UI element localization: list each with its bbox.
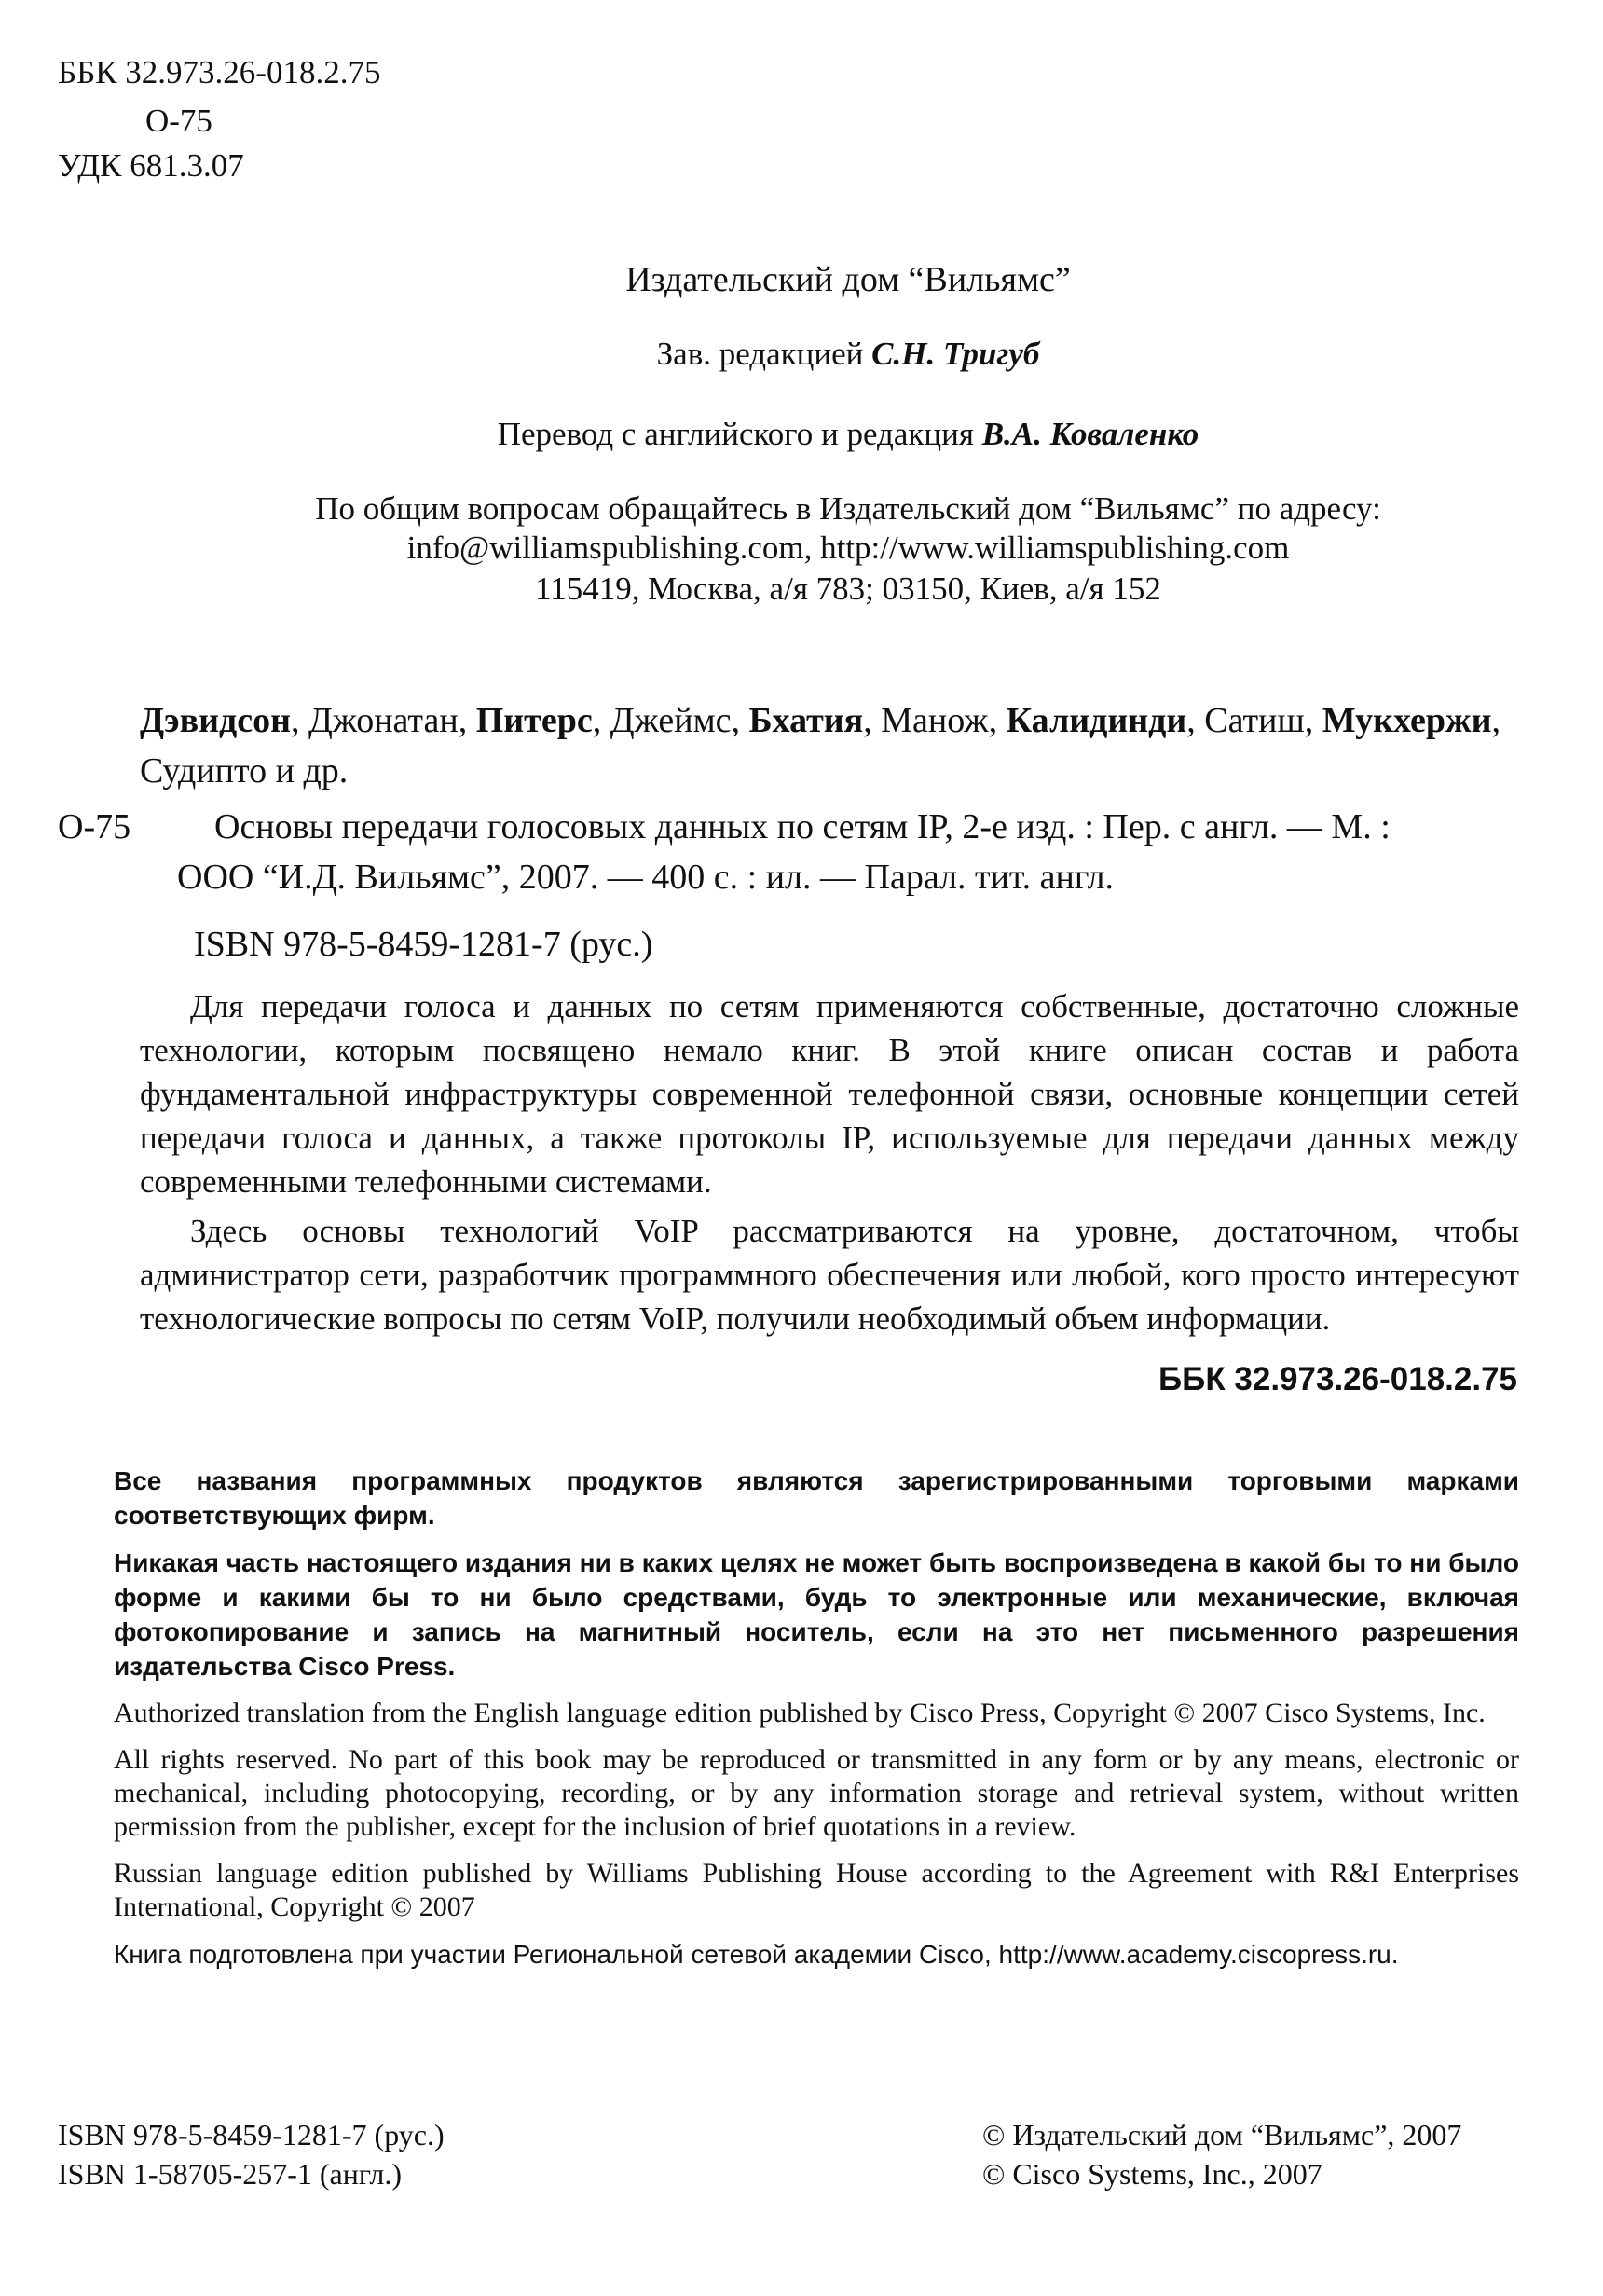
contact-intro: По общим вопросам обращайтесь в Издательский дом “Вильямс” по адресу:: [315, 490, 1381, 527]
bbk-code: ББК 32.973.26-018.2.75: [58, 54, 381, 90]
author-list: Дэвидсон, Джонатан, Питерс, Джеймс, Бхатия, Манож, Калидинди, Сатиш, Мукхержи, Судипто и др.: [140, 701, 1500, 791]
no-reproduction-notice: Никакая часть настоящего издания ни в каких целях не может быть воспроизведена в какой бы то ни было форме и какими бы то ни было средствами, будь то электронные или механические, включая фотокопирование и запись на магнитный носитель, если на это нет письменного разрешения издательства Cisco Press.: [114, 1548, 1519, 1681]
academy-notice: Книга подготовлена при участии Региональной сетевой академии Cisco, http://www.academy.ciscopress.ru.: [114, 1940, 1399, 1969]
translator-name: В.А. Коваленко: [981, 416, 1199, 452]
editor-name: С.Н. Тригуб: [871, 336, 1040, 372]
editor-line: [168, 334, 1528, 375]
author-name: Сатиш: [1204, 701, 1305, 740]
annotation-bbk: ББК 32.973.26-018.2.75: [1158, 1361, 1517, 1397]
author-name: Джеймс: [610, 701, 732, 740]
rights-notice: All rights reserved. No part of this book may be reproduced or transmitted in any form or by any means, electronic or mechanical, including photocopying, recording, or by any information storage and retrieval system, without written permission from the publisher, except for the inclusion of brief quotations in a review.: [114, 1744, 1519, 1842]
annotation-paragraph-1: Для передачи голоса и данных по сетям применяются собственные, достаточно сложные технологии, которым посвящено немало книг. В этой книге описан состав и работа фундаментальной инфраструктуры современной телефонной связи, основные концепции сетей передачи голоса и данных, а также протоколы IP, используемые для передачи данных между современными телефонными системами.: [140, 988, 1519, 1200]
footer-isbn-ru: ISBN 978-5-8459-1281-7 (рус.): [58, 2118, 445, 2152]
editor-label: Зав. редакцией: [656, 336, 872, 372]
catalog-code: О-75: [58, 807, 131, 846]
author-surname: Питерс: [475, 701, 593, 740]
contact-address: 115419, Москва, а/я 783; 03150, Киев, а/я 152: [535, 571, 1161, 607]
translation-label: Перевод с английского и редакция: [497, 416, 982, 452]
catalog-isbn: ISBN 978-5-8459-1281-7 (рус.): [194, 925, 653, 964]
annotation: [140, 984, 1519, 1346]
translation-line: [168, 414, 1528, 455]
catalog-line-1: Основы передачи голосовых данных по сетям IP, 2-е изд. : Пер. с англ. — М. :: [214, 807, 1391, 846]
publisher-name: Издательский дом “Вильямс”: [625, 260, 1071, 299]
legal-notices: [114, 1464, 1519, 1985]
catalog-line-2: ООО “И.Д. Вильямс”, 2007. — 400 с. : ил. — Парал. тит. англ.: [177, 858, 1114, 897]
author-name: Джонатан: [308, 701, 459, 740]
author-name: Манож: [881, 701, 989, 740]
udk-code: УДК 681.3.07: [58, 147, 244, 184]
author-surname: Дэвидсон: [140, 701, 291, 740]
russian-edition-notice: Russian language edition published by Williams Publishing House according to the Agreement with R&I Enterprises International, Copyright © 2007: [114, 1858, 1519, 1922]
author-surname: Мукхержи: [1322, 701, 1492, 740]
annotation-paragraph-2: Здесь основы технологий VoIP рассматриваются на уровне, достаточном, чтобы администратор сети, разработчик программного обеспечения или любой, кого просто интересуют технологические вопросы по сетям VoIP, получили необходимый объем информации.: [140, 1213, 1519, 1337]
contact-web: info@williamspublishing.com, http://www.williamspublishing.com: [406, 529, 1290, 566]
author-surname: Калидинди: [1006, 701, 1187, 740]
author-sign-code: О-75: [145, 103, 212, 139]
author-surname: Бхатия: [748, 701, 864, 740]
footer-copyright-publisher: © Издательский дом “Вильямс”, 2007: [982, 2118, 1462, 2152]
footer-isbn-en: ISBN 1-58705-257-1 (англ.): [58, 2157, 402, 2191]
authorized-translation-notice: Authorized translation from the English language edition published by Cisco Press, Copyright © 2007 Cisco Systems, Inc.: [114, 1698, 1486, 1728]
trademarks-notice: Все названия программных продуктов являются зарегистрированными торговыми марками соответствующих фирм.: [114, 1466, 1519, 1530]
author-name: Судипто и др.: [140, 751, 349, 791]
footer-copyright-cisco: © Cisco Systems, Inc., 2007: [982, 2157, 1322, 2191]
